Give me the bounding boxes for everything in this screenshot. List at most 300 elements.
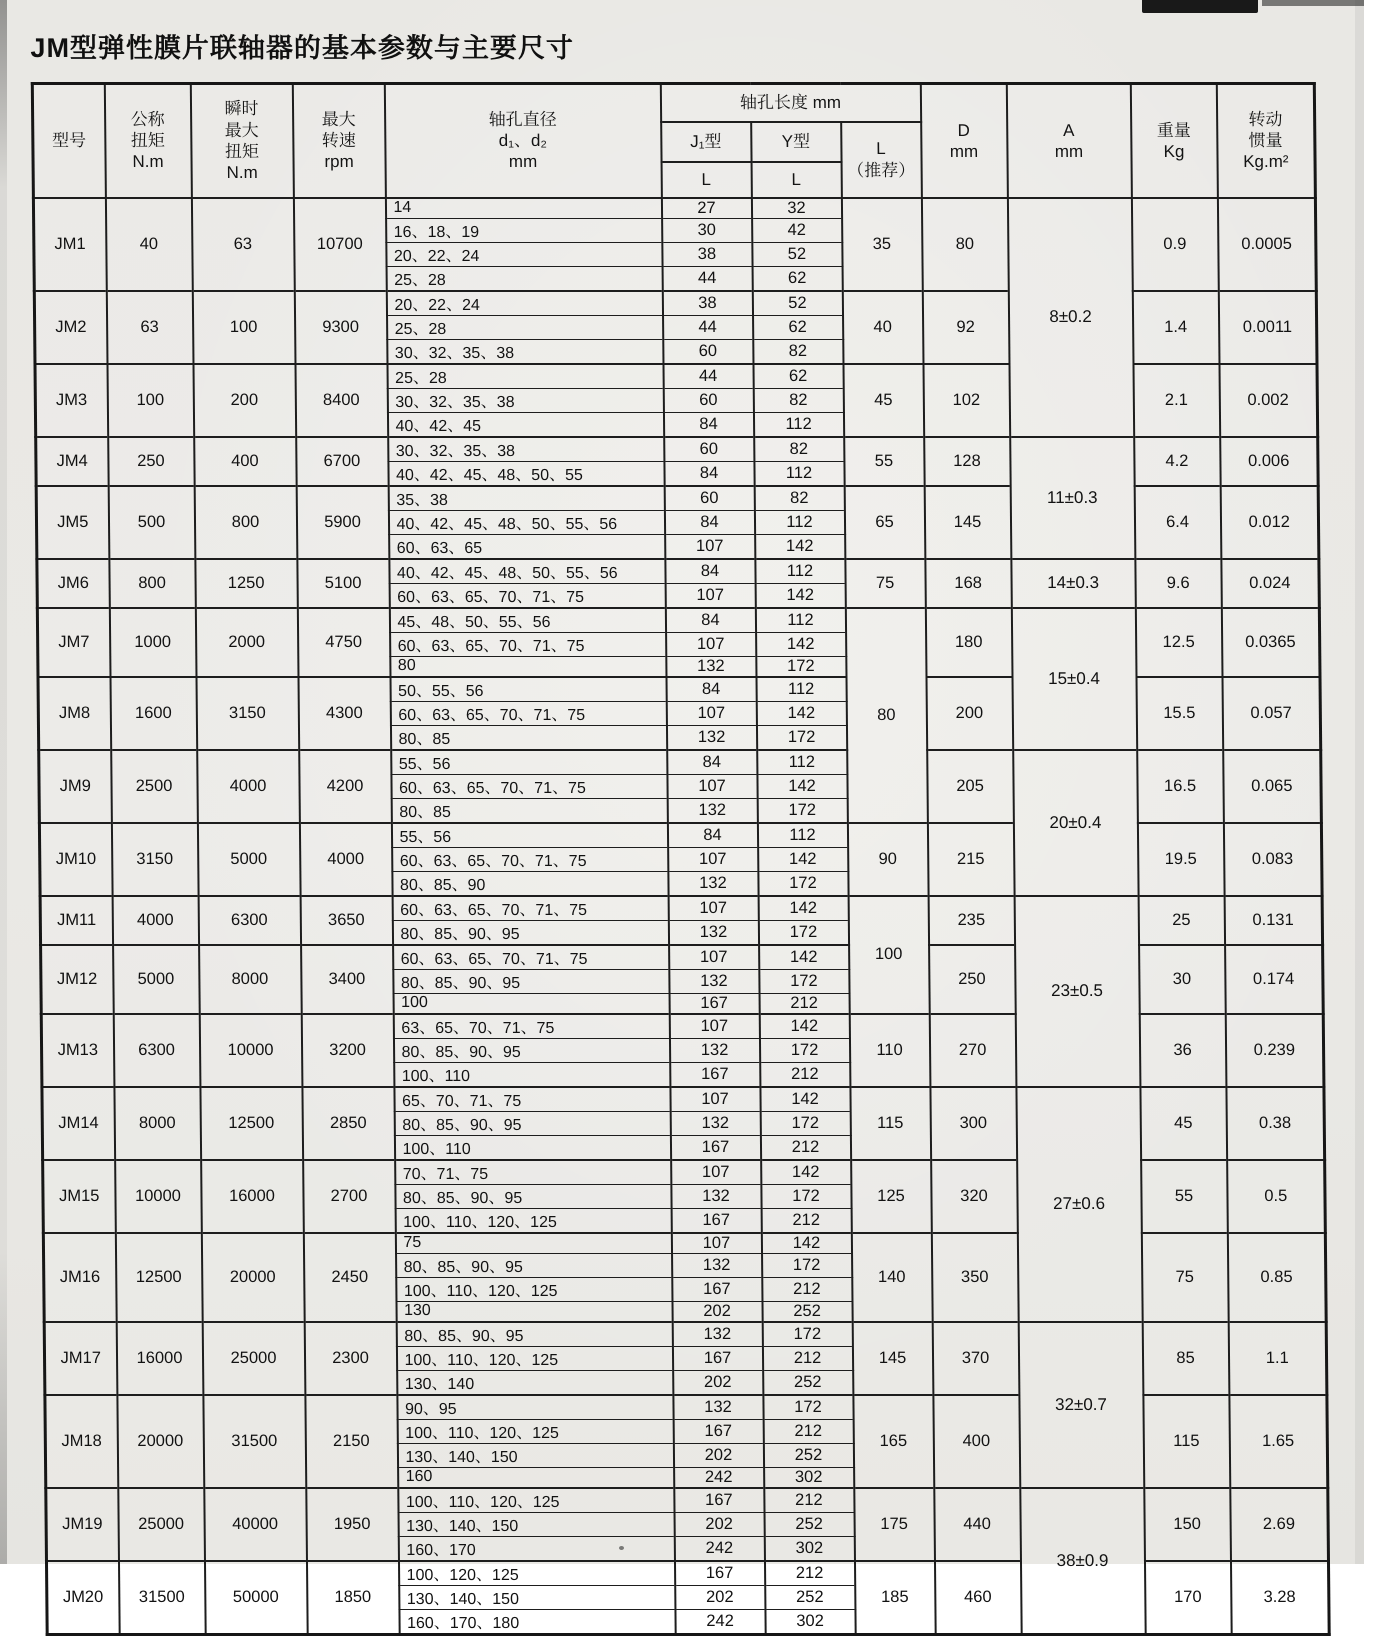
d-cell: 205 bbox=[927, 750, 1014, 823]
bore-diameter-cell: 60、63、65 bbox=[389, 534, 665, 559]
d-cell: 80 bbox=[921, 198, 1008, 291]
max-torque-cell: 20000 bbox=[201, 1233, 304, 1322]
max-torque-cell: 400 bbox=[194, 437, 296, 486]
weight-cell: 45 bbox=[1140, 1087, 1227, 1160]
weight-cell: 4.2 bbox=[1134, 437, 1220, 486]
max-speed-cell: 4200 bbox=[299, 750, 392, 823]
y-length-cell: 172 bbox=[759, 969, 849, 993]
y-length-cell: 212 bbox=[760, 1135, 850, 1160]
table-row bbox=[39, 750, 1321, 775]
j1-length-cell: 38 bbox=[662, 291, 752, 316]
nominal-torque-cell: 25000 bbox=[118, 1488, 205, 1561]
j1-length-cell: 167 bbox=[672, 1277, 762, 1301]
bore-diameter-cell: 30、32、35、38 bbox=[388, 437, 664, 462]
model-cell: JM4 bbox=[36, 437, 108, 486]
weight-cell: 16.5 bbox=[1137, 750, 1224, 823]
bore-diameter-cell: 35、38 bbox=[388, 486, 664, 511]
model-cell: JM14 bbox=[42, 1087, 115, 1160]
nominal-torque-cell: 2500 bbox=[111, 750, 198, 823]
inertia-cell: 1.65 bbox=[1229, 1395, 1328, 1488]
bore-diameter-cell: 100、120、125 bbox=[398, 1561, 674, 1586]
j1-length-cell: 132 bbox=[669, 1038, 759, 1062]
max-speed-cell: 10700 bbox=[293, 198, 386, 291]
weight-cell: 85 bbox=[1142, 1322, 1229, 1395]
j1-length-cell: 167 bbox=[669, 993, 759, 1014]
col-header-y-type: Y型 bbox=[751, 122, 841, 162]
j1-length-cell: 107 bbox=[669, 945, 759, 970]
y-length-cell: 172 bbox=[758, 920, 848, 945]
scan-dot-artifact bbox=[619, 1546, 624, 1550]
bore-diameter-cell: 100、110、120、125 bbox=[396, 1346, 672, 1370]
col-header-j1-type: J₁型 bbox=[661, 122, 751, 162]
bore-diameter-cell: 30、32、35、38 bbox=[387, 388, 663, 412]
d-cell: 145 bbox=[924, 486, 1011, 559]
j1-length-cell: 107 bbox=[671, 1233, 761, 1254]
max-speed-cell: 1850 bbox=[306, 1561, 399, 1635]
col-header-l-recommended: L （推荐） bbox=[841, 122, 922, 198]
bore-diameter-cell: 55、56 bbox=[391, 823, 667, 848]
model-cell: JM6 bbox=[37, 559, 109, 608]
y-length-cell: 112 bbox=[754, 510, 844, 534]
table-row bbox=[46, 1488, 1328, 1513]
inertia-cell: 0.131 bbox=[1224, 896, 1322, 945]
model-cell: JM9 bbox=[39, 750, 112, 823]
y-length-cell: 142 bbox=[755, 534, 845, 559]
d-cell: 300 bbox=[930, 1087, 1017, 1160]
page-title: JM型弹性膜片联轴器的基本参数与主要尺寸 bbox=[30, 33, 575, 63]
max-speed-cell: 3200 bbox=[301, 1014, 394, 1087]
inertia-cell: 0.057 bbox=[1222, 677, 1321, 750]
l-recommended-cell: 140 bbox=[851, 1233, 932, 1322]
table-row bbox=[37, 559, 1319, 584]
spec-table bbox=[31, 82, 1331, 1636]
j1-length-cell: 167 bbox=[671, 1208, 761, 1233]
weight-cell: 30 bbox=[1139, 945, 1226, 1014]
nominal-torque-cell: 10000 bbox=[115, 1160, 202, 1233]
bore-diameter-cell: 80 bbox=[390, 656, 666, 677]
bore-diameter-cell: 100、110、120、125 bbox=[396, 1277, 672, 1301]
max-torque-cell: 200 bbox=[193, 364, 296, 437]
max-torque-cell: 3150 bbox=[196, 677, 299, 750]
j1-length-cell: 30 bbox=[662, 218, 752, 242]
weight-cell: 15.5 bbox=[1136, 677, 1223, 750]
d-cell: 270 bbox=[929, 1014, 1016, 1087]
model-cell: JM18 bbox=[45, 1395, 118, 1488]
weight-cell: 19.5 bbox=[1137, 823, 1224, 896]
l-recommended-cell: 125 bbox=[851, 1160, 932, 1233]
a-tolerance-cell: 27±0.6 bbox=[1016, 1087, 1142, 1322]
table-row bbox=[44, 1322, 1326, 1347]
y-length-cell: 172 bbox=[763, 1395, 853, 1420]
j1-length-cell: 84 bbox=[664, 510, 754, 534]
scan-edge-left bbox=[0, 0, 7, 1564]
j1-length-cell: 202 bbox=[672, 1301, 762, 1322]
weight-cell: 36 bbox=[1139, 1014, 1226, 1087]
inertia-cell: 0.0005 bbox=[1217, 198, 1316, 291]
y-length-cell: 212 bbox=[764, 1561, 854, 1586]
j1-length-cell: 60 bbox=[664, 437, 754, 462]
l-recommended-cell: 45 bbox=[843, 364, 924, 437]
bore-diameter-cell: 80、85、90、95 bbox=[396, 1322, 672, 1347]
j1-length-cell: 242 bbox=[675, 1609, 765, 1634]
model-cell: JM10 bbox=[39, 823, 112, 896]
y-length-cell: 32 bbox=[751, 198, 841, 219]
d-cell: 235 bbox=[928, 896, 1014, 945]
j1-length-cell: 60 bbox=[663, 339, 753, 364]
y-length-cell: 212 bbox=[761, 1208, 851, 1233]
max-torque-cell: 1250 bbox=[195, 559, 297, 608]
y-length-cell: 62 bbox=[753, 364, 843, 389]
bore-diameter-cell: 130、140、150 bbox=[399, 1585, 675, 1609]
y-length-cell: 302 bbox=[765, 1609, 855, 1634]
l-recommended-cell: 145 bbox=[852, 1322, 933, 1395]
nominal-torque-cell: 100 bbox=[107, 364, 194, 437]
a-tolerance-cell: 14±0.3 bbox=[1011, 559, 1135, 608]
a-tolerance-cell: 15±0.4 bbox=[1011, 608, 1136, 750]
nominal-torque-cell: 31500 bbox=[118, 1561, 205, 1635]
max-speed-cell: 2450 bbox=[303, 1233, 396, 1322]
nominal-torque-cell: 1000 bbox=[109, 608, 196, 677]
model-cell: JM5 bbox=[36, 486, 109, 559]
nominal-torque-cell: 500 bbox=[108, 486, 195, 559]
j1-length-cell: 107 bbox=[666, 701, 756, 725]
nominal-torque-cell: 16000 bbox=[116, 1322, 203, 1395]
model-cell: JM11 bbox=[40, 896, 112, 945]
y-length-cell: 302 bbox=[764, 1536, 854, 1561]
bore-diameter-cell: 80、85、90、95 bbox=[396, 1253, 672, 1277]
j1-length-cell: 60 bbox=[664, 486, 754, 511]
bore-diameter-cell: 65、70、71、75 bbox=[394, 1087, 670, 1112]
y-length-cell: 112 bbox=[757, 750, 847, 775]
inertia-cell: 0.38 bbox=[1226, 1087, 1325, 1160]
j1-length-cell: 202 bbox=[673, 1443, 763, 1467]
max-speed-cell: 2300 bbox=[304, 1322, 397, 1395]
inertia-cell: 0.012 bbox=[1220, 486, 1319, 559]
y-length-cell: 52 bbox=[752, 291, 842, 316]
max-torque-cell: 16000 bbox=[201, 1160, 304, 1233]
max-speed-cell: 5900 bbox=[296, 486, 389, 559]
j1-length-cell: 107 bbox=[669, 1014, 759, 1039]
bore-diameter-cell: 160、170 bbox=[398, 1536, 674, 1561]
y-length-cell: 172 bbox=[756, 656, 846, 677]
max-torque-cell: 5000 bbox=[197, 823, 300, 896]
j1-length-cell: 27 bbox=[661, 198, 751, 219]
bore-diameter-cell: 130、140、150 bbox=[397, 1443, 673, 1467]
bore-diameter-cell: 60、63、65、70、71、75 bbox=[389, 583, 665, 608]
j1-length-cell: 107 bbox=[668, 847, 758, 871]
y-length-cell: 142 bbox=[757, 774, 847, 798]
j1-length-cell: 60 bbox=[663, 388, 753, 412]
max-torque-cell: 40000 bbox=[204, 1488, 307, 1561]
bore-diameter-cell: 50、55、56 bbox=[390, 677, 666, 702]
j1-length-cell: 202 bbox=[674, 1512, 764, 1536]
l-recommended-cell: 40 bbox=[842, 291, 923, 364]
bore-diameter-cell: 75 bbox=[395, 1233, 671, 1254]
l-recommended-cell: 100 bbox=[848, 896, 929, 1014]
bore-diameter-cell: 80、85、90 bbox=[392, 871, 668, 896]
j1-length-cell: 107 bbox=[667, 774, 757, 798]
bore-diameter-cell: 60、63、65、70、71、75 bbox=[392, 847, 668, 871]
j1-length-cell: 38 bbox=[662, 242, 752, 266]
model-cell: JM19 bbox=[46, 1488, 119, 1561]
j1-length-cell: 84 bbox=[667, 823, 757, 848]
inertia-cell: 0.174 bbox=[1225, 945, 1324, 1014]
j1-length-cell: 132 bbox=[666, 656, 756, 677]
d-cell: 92 bbox=[922, 291, 1009, 364]
col-header-nominal-torque: 公称 扭矩 N.m bbox=[104, 84, 191, 198]
col-header-model: 型号 bbox=[32, 84, 105, 198]
model-cell: JM3 bbox=[35, 364, 108, 437]
nominal-torque-cell: 63 bbox=[106, 291, 193, 364]
y-length-cell: 252 bbox=[763, 1443, 853, 1467]
table-row bbox=[37, 608, 1319, 633]
max-speed-cell: 8400 bbox=[295, 364, 388, 437]
bore-diameter-cell: 25、28 bbox=[387, 315, 663, 339]
col-header-d: D mm bbox=[920, 84, 1007, 198]
d-cell: 400 bbox=[933, 1395, 1020, 1488]
bore-diameter-cell: 40、42、45、48、50、55、56 bbox=[389, 559, 665, 584]
nominal-torque-cell: 800 bbox=[109, 559, 195, 608]
weight-cell: 115 bbox=[1143, 1395, 1230, 1488]
j1-length-cell: 107 bbox=[671, 1160, 761, 1185]
y-length-cell: 172 bbox=[758, 871, 848, 896]
j1-length-cell: 132 bbox=[666, 725, 756, 750]
bore-diameter-cell: 60、63、65、70、71、75 bbox=[392, 896, 668, 921]
max-speed-cell: 4000 bbox=[299, 823, 392, 896]
weight-cell: 170 bbox=[1144, 1561, 1231, 1635]
model-cell: JM15 bbox=[43, 1160, 116, 1233]
model-cell: JM1 bbox=[33, 198, 106, 291]
y-length-cell: 52 bbox=[752, 242, 842, 266]
col-header-max-torque: 瞬时 最大 扭矩 N.m bbox=[190, 84, 293, 198]
max-torque-cell: 800 bbox=[194, 486, 297, 559]
y-length-cell: 142 bbox=[758, 847, 848, 871]
weight-cell: 9.6 bbox=[1135, 559, 1221, 608]
max-torque-cell: 50000 bbox=[204, 1561, 307, 1635]
y-length-cell: 82 bbox=[754, 437, 844, 462]
j1-length-cell: 107 bbox=[665, 534, 755, 559]
model-cell: JM17 bbox=[44, 1322, 117, 1395]
y-length-cell: 252 bbox=[765, 1585, 855, 1609]
y-length-cell: 212 bbox=[762, 1346, 852, 1370]
col-header-weight: 重量 Kg bbox=[1130, 84, 1217, 198]
max-speed-cell: 2150 bbox=[305, 1395, 398, 1488]
bore-diameter-cell: 60、63、65、70、71、75 bbox=[393, 945, 669, 970]
weight-cell: 25 bbox=[1138, 896, 1224, 945]
max-torque-cell: 31500 bbox=[203, 1395, 306, 1488]
weight-cell: 55 bbox=[1141, 1160, 1228, 1233]
j1-length-cell: 167 bbox=[672, 1346, 762, 1370]
bore-diameter-cell: 45、48、50、55、56 bbox=[389, 608, 665, 633]
bore-diameter-cell: 14 bbox=[385, 198, 661, 219]
bore-diameter-cell: 100、110、120、125 bbox=[395, 1208, 671, 1233]
l-recommended-cell: 75 bbox=[845, 559, 925, 608]
max-torque-cell: 6300 bbox=[198, 896, 300, 945]
bore-diameter-cell: 80、85、90、95 bbox=[393, 969, 669, 993]
d-cell: 128 bbox=[924, 437, 1010, 486]
l-recommended-cell: 185 bbox=[854, 1561, 935, 1635]
col-header-inertia: 转动 惯量 Kg.m² bbox=[1216, 84, 1315, 198]
max-torque-cell: 63 bbox=[191, 198, 294, 291]
j1-length-cell: 242 bbox=[674, 1536, 764, 1561]
y-length-cell: 172 bbox=[762, 1322, 852, 1347]
a-tolerance-cell: 20±0.4 bbox=[1013, 750, 1138, 896]
y-length-cell: 212 bbox=[762, 1277, 852, 1301]
y-length-cell: 172 bbox=[756, 725, 846, 750]
col-header-a: A mm bbox=[1006, 84, 1131, 198]
a-tolerance-cell: 11±0.3 bbox=[1010, 437, 1135, 559]
max-speed-cell: 9300 bbox=[294, 291, 387, 364]
bore-diameter-cell: 40、42、45、48、50、55 bbox=[388, 461, 664, 486]
bore-diameter-cell: 130 bbox=[396, 1301, 672, 1322]
l-recommended-cell: 80 bbox=[845, 608, 927, 823]
a-tolerance-cell: 8±0.2 bbox=[1007, 198, 1133, 437]
model-cell: JM13 bbox=[41, 1014, 114, 1087]
inertia-cell: 0.85 bbox=[1227, 1233, 1326, 1322]
max-speed-cell: 4750 bbox=[297, 608, 390, 677]
l-recommended-cell: 110 bbox=[849, 1014, 930, 1087]
d-cell: 320 bbox=[931, 1160, 1018, 1233]
weight-cell: 0.9 bbox=[1131, 198, 1218, 291]
max-torque-cell: 2000 bbox=[195, 608, 298, 677]
max-torque-cell: 25000 bbox=[202, 1322, 305, 1395]
d-cell: 102 bbox=[923, 364, 1010, 437]
bore-diameter-cell: 60、63、65、70、71、75 bbox=[391, 774, 667, 798]
j1-length-cell: 132 bbox=[670, 1111, 760, 1135]
weight-cell: 2.1 bbox=[1133, 364, 1220, 437]
inertia-cell: 0.5 bbox=[1227, 1160, 1326, 1233]
y-length-cell: 112 bbox=[757, 823, 847, 848]
y-length-cell: 212 bbox=[759, 993, 849, 1014]
inertia-cell: 3.28 bbox=[1230, 1561, 1329, 1635]
model-cell: JM7 bbox=[37, 608, 110, 677]
bore-diameter-cell: 100、110、120、125 bbox=[398, 1488, 674, 1513]
nominal-torque-cell: 5000 bbox=[113, 945, 200, 1014]
weight-cell: 6.4 bbox=[1134, 486, 1221, 559]
nominal-torque-cell: 20000 bbox=[117, 1395, 204, 1488]
j1-length-cell: 107 bbox=[666, 632, 756, 656]
y-length-cell: 142 bbox=[759, 945, 849, 970]
max-torque-cell: 10000 bbox=[199, 1014, 302, 1087]
nominal-torque-cell: 6300 bbox=[113, 1014, 200, 1087]
col-header-bore-length: 轴孔长度 mm bbox=[660, 84, 920, 122]
y-length-cell: 252 bbox=[764, 1512, 854, 1536]
max-speed-cell: 4300 bbox=[298, 677, 391, 750]
j1-length-cell: 44 bbox=[663, 315, 753, 339]
nominal-torque-cell: 250 bbox=[108, 437, 194, 486]
inertia-cell: 0.239 bbox=[1225, 1014, 1324, 1087]
d-cell: 215 bbox=[927, 823, 1014, 896]
nominal-torque-cell: 1600 bbox=[110, 677, 197, 750]
l-recommended-cell: 90 bbox=[847, 823, 928, 896]
bore-diameter-cell: 130、140、150 bbox=[398, 1512, 674, 1536]
bore-diameter-cell: 80、85、90、95 bbox=[394, 1111, 670, 1135]
nominal-torque-cell: 40 bbox=[105, 198, 192, 291]
y-length-cell: 172 bbox=[761, 1184, 851, 1208]
inertia-cell: 2.69 bbox=[1230, 1488, 1329, 1561]
inertia-cell: 1.1 bbox=[1228, 1322, 1327, 1395]
y-length-cell: 142 bbox=[756, 701, 846, 725]
j1-length-cell: 132 bbox=[668, 871, 758, 896]
j1-length-cell: 84 bbox=[665, 608, 755, 633]
y-length-cell: 82 bbox=[753, 388, 843, 412]
y-length-cell: 142 bbox=[756, 632, 846, 656]
y-length-cell: 82 bbox=[754, 486, 844, 511]
max-torque-cell: 4000 bbox=[197, 750, 300, 823]
table-row bbox=[36, 437, 1318, 462]
y-length-cell: 142 bbox=[760, 1087, 850, 1112]
model-cell: JM20 bbox=[46, 1561, 119, 1635]
j1-length-cell: 132 bbox=[669, 969, 759, 993]
y-length-cell: 212 bbox=[760, 1062, 850, 1087]
table-header bbox=[32, 84, 1315, 198]
inertia-cell: 0.065 bbox=[1223, 750, 1322, 823]
table-row bbox=[33, 198, 1315, 219]
j1-length-cell: 132 bbox=[673, 1395, 763, 1420]
y-length-cell: 112 bbox=[754, 461, 844, 486]
y-length-cell: 172 bbox=[762, 1253, 852, 1277]
y-length-cell: 112 bbox=[756, 677, 846, 702]
y-length-cell: 252 bbox=[763, 1370, 853, 1395]
y-length-cell: 82 bbox=[753, 339, 843, 364]
y-length-cell: 142 bbox=[759, 1014, 849, 1039]
bore-diameter-cell: 160 bbox=[398, 1467, 674, 1488]
bore-diameter-cell: 55、56 bbox=[391, 750, 667, 775]
bore-diameter-cell: 80、85 bbox=[391, 798, 667, 823]
col-subheader-j1-L: L bbox=[661, 162, 751, 198]
max-speed-cell: 3650 bbox=[300, 896, 392, 945]
weight-cell: 1.4 bbox=[1132, 291, 1219, 364]
d-cell: 250 bbox=[929, 945, 1016, 1014]
col-header-bore-diameter: 轴孔直径 d₁、d₂ mm bbox=[384, 84, 661, 198]
d-cell: 440 bbox=[934, 1488, 1021, 1561]
max-torque-cell: 100 bbox=[192, 291, 295, 364]
j1-length-cell: 44 bbox=[663, 364, 753, 389]
weight-cell: 12.5 bbox=[1135, 608, 1222, 677]
max-torque-cell: 8000 bbox=[199, 945, 302, 1014]
bore-diameter-cell: 25、28 bbox=[387, 364, 663, 389]
y-length-cell: 172 bbox=[760, 1111, 850, 1135]
model-cell: JM16 bbox=[43, 1233, 116, 1322]
bore-diameter-cell: 40、42、45 bbox=[387, 412, 663, 437]
j1-length-cell: 84 bbox=[663, 412, 753, 437]
l-recommended-cell: 175 bbox=[854, 1488, 935, 1561]
col-header-max-speed: 最大 转速 rpm bbox=[292, 84, 385, 198]
j1-length-cell: 44 bbox=[662, 266, 752, 291]
bore-diameter-cell: 130、140 bbox=[397, 1370, 673, 1395]
j1-length-cell: 107 bbox=[670, 1087, 760, 1112]
j1-length-cell: 132 bbox=[672, 1322, 762, 1347]
y-length-cell: 142 bbox=[758, 896, 848, 921]
inertia-cell: 0.006 bbox=[1220, 437, 1318, 486]
scan-artifact-top-right-2 bbox=[1262, 0, 1364, 6]
max-torque-cell: 12500 bbox=[200, 1087, 303, 1160]
y-length-cell: 212 bbox=[764, 1488, 854, 1513]
bore-diameter-cell: 80、85、90、95 bbox=[393, 1038, 669, 1062]
bore-diameter-cell: 100、110 bbox=[394, 1135, 670, 1160]
bore-diameter-cell: 100、110、120、125 bbox=[397, 1419, 673, 1443]
inertia-cell: 0.0365 bbox=[1221, 608, 1320, 677]
j1-length-cell: 107 bbox=[665, 583, 755, 608]
bore-diameter-cell: 40、42、45、48、50、55、56 bbox=[388, 510, 664, 534]
bore-diameter-cell: 20、22、24 bbox=[386, 242, 662, 266]
y-length-cell: 142 bbox=[761, 1233, 851, 1254]
bore-diameter-cell: 60、63、65、70、71、75 bbox=[390, 701, 666, 725]
table-row bbox=[42, 1087, 1324, 1112]
nominal-torque-cell: 12500 bbox=[115, 1233, 202, 1322]
bore-diameter-cell: 70、71、75 bbox=[395, 1160, 671, 1185]
col-subheader-y-L: L bbox=[751, 162, 841, 198]
